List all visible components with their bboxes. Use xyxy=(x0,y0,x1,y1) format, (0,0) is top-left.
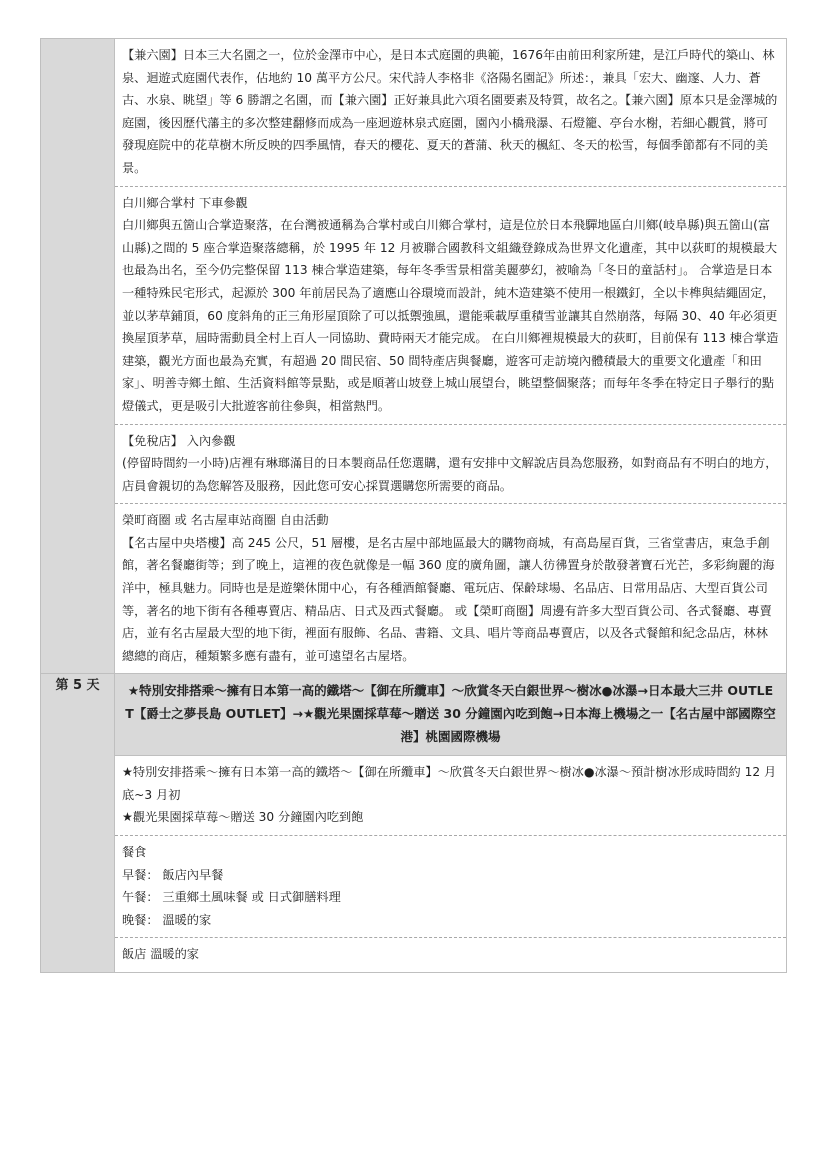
kenrokuen-section xyxy=(115,39,786,186)
day5-note-ropeway: ★特別安排搭乘～擁有日本第一高的鐵塔～【御在所纜車】～欣賞冬天白銀世界～樹冰●冰瀑～預計樹冰形成時間約 12 月底~3 月初 xyxy=(122,765,777,802)
day5-label: 第 5 天 xyxy=(41,674,115,973)
itinerary-sheet xyxy=(40,38,787,973)
day5-note-strawberry: ★觀光果園採草莓～贈送 30 分鐘園內吃到飽 xyxy=(122,810,364,825)
prev-day-label xyxy=(41,39,115,674)
sakae-section xyxy=(115,503,786,673)
day5-headline: ★特別安排搭乘～擁有日本第一高的鐵塔～【御在所纜車】～欣賞冬天白銀世界～樹冰●冰瀑→日本最大三井 OUTLET【爵士之夢長島 OUTLET】→★觀光果園採草莓～贈送 30 分鐘園內吃到飽→日本海上機場之一【名古屋中部國際空港】桃園國際機場 xyxy=(115,674,786,755)
itinerary-table xyxy=(40,38,787,973)
hotel-section xyxy=(115,937,786,972)
sakae-text: 【名古屋中央塔樓】高 245 公尺，51 層樓，是名古屋中部地區最大的購物商城，有高島屋百貨，三省堂書店，東急手創館，著名餐廳街等；到了晚上，這裡的夜色就像是一幅 360 度的廣角圖，讓人彷彿置身於散發著寶石光芒，多彩絢麗的海洋中，極具魅力。同時也是是遊樂休閒中心，有各種酒館餐廳、電玩店、保齡球場、名品店、日常用品店、大型百貨公司等，著名的地下街有各種專賣店、精品店、日式及西式餐廳。 或【榮町商圈】周邊有許多大型百貨公司、各式餐廳、專賣店，並有名古屋最大型的地下街，裡面有服飾、名品、書籍、文具、唱片等商品專賣店，以及各式餐館和紀念品店，林林總總的商店，種類繁多應有盡有，並可遠望名古屋塔。 xyxy=(122,535,775,663)
dutyfree-title: 【免稅店】 入內參觀 xyxy=(122,433,236,448)
shirakawago-section xyxy=(115,186,786,424)
shirakawago-text: 白川鄉與五箇山合掌造聚落，在台灣被通稱為合掌村或白川鄉合掌村，這是位於日本飛驒地區白川鄉(岐阜縣)與五箇山(富山縣)之間的 5 座合掌造聚落總稱，於 1995 年 12 月被聯合國教科文組織登錄成為世界文化遺產，其中以荻町的規模最大也最為出名，至今仍完整保留 113 棟合掌造建築，每年冬季雪景相當美麗夢幻，被喻為「冬日的童話村」。 合掌造是日本一種特殊民宅形式，起源於 300 年前居民為了適應山谷環境而設計，純木造建築不使用一根鐵釘，全以卡榫與結繩固定，並以茅草鋪頂，60 度斜角的正三角形屋頂除了可以抵禦強風，還能乘載厚重積雪並讓其自然崩落，每隔 30、40 年必須更換屋頂茅草，屆時需動員全村上百人一同協助、費時兩天才能完成。 在白川鄉裡規模最大的荻町，目前保有 113 棟合掌造建築，觀光方面也最為充實，有超過 20 間民宿、50 間特產店與餐廳，遊客可走訪境內體積最大的重要文化遺產「和田家」、明善寺鄉土館、生活資料館等景點，或是順著山坡登上城山展望台，眺望整個聚落；而每年冬季在特定日子舉行的點燈儀式，更是吸引大批遊客前往參與，相當熱門。 xyxy=(122,218,779,413)
prev-day-row xyxy=(41,39,787,674)
meals-section xyxy=(115,835,786,937)
shirakawago-title: 白川鄉合掌村 下車參觀 xyxy=(122,195,248,210)
meals-title: 餐食 xyxy=(122,845,147,859)
meal-dinner: 晚餐： 溫暖的家 xyxy=(122,912,212,927)
meal-breakfast: 早餐： 飯店內早餐 xyxy=(122,867,224,882)
kenrokuen-text: 【兼六園】日本三大名園之一，位於金澤市中心，是日本式庭園的典範，1676年由前田利家所建，是江戶時代的築山、林泉、迴遊式庭園代表作，佔地約 10 萬平方公尺。宋代詩人李格非《洛陽名園記》所述：，兼具「宏大、幽邃、人力、蒼古、水泉、眺望」等 6 勝謂之名園，而【兼六園】正好兼具此六項名園要素及特質，故名之。【兼六園】原本只是金澤城的庭園，後因歷代藩主的多次整建翻修而成為一座迴遊林泉式庭園，園內小橋飛瀑、石燈籠、亭台水榭，若細心觀賞，將可發現庭院中的花草樹木所反映的四季風情，春天的櫻花、夏天的蒼蒲、秋天的楓紅、冬天的松雪，每個季節都有不同的美景。 xyxy=(122,48,778,175)
dutyfree-text: (停留時間約一小時)店裡有琳瑯滿目的日本製商品任您選購，還有安排中文解說店員為您服務，如對商品有不明白的地方，店員會親切的為您解答及服務，因此您可安心採買選購您所需要的商品。 xyxy=(122,456,778,493)
prev-day-content xyxy=(115,39,787,674)
day5-content xyxy=(115,674,787,973)
day5-notes-section xyxy=(115,755,786,835)
dutyfree-section xyxy=(115,424,786,504)
sakae-title: 榮町商圈 或 名古屋車站商圈 自由活動 xyxy=(122,513,329,528)
hotel-text: 飯店 溫暖的家 xyxy=(122,947,199,962)
day5-row xyxy=(41,674,787,973)
meal-lunch: 午餐： 三重鄉土風味餐 或 日式御膳料理 xyxy=(122,890,341,905)
